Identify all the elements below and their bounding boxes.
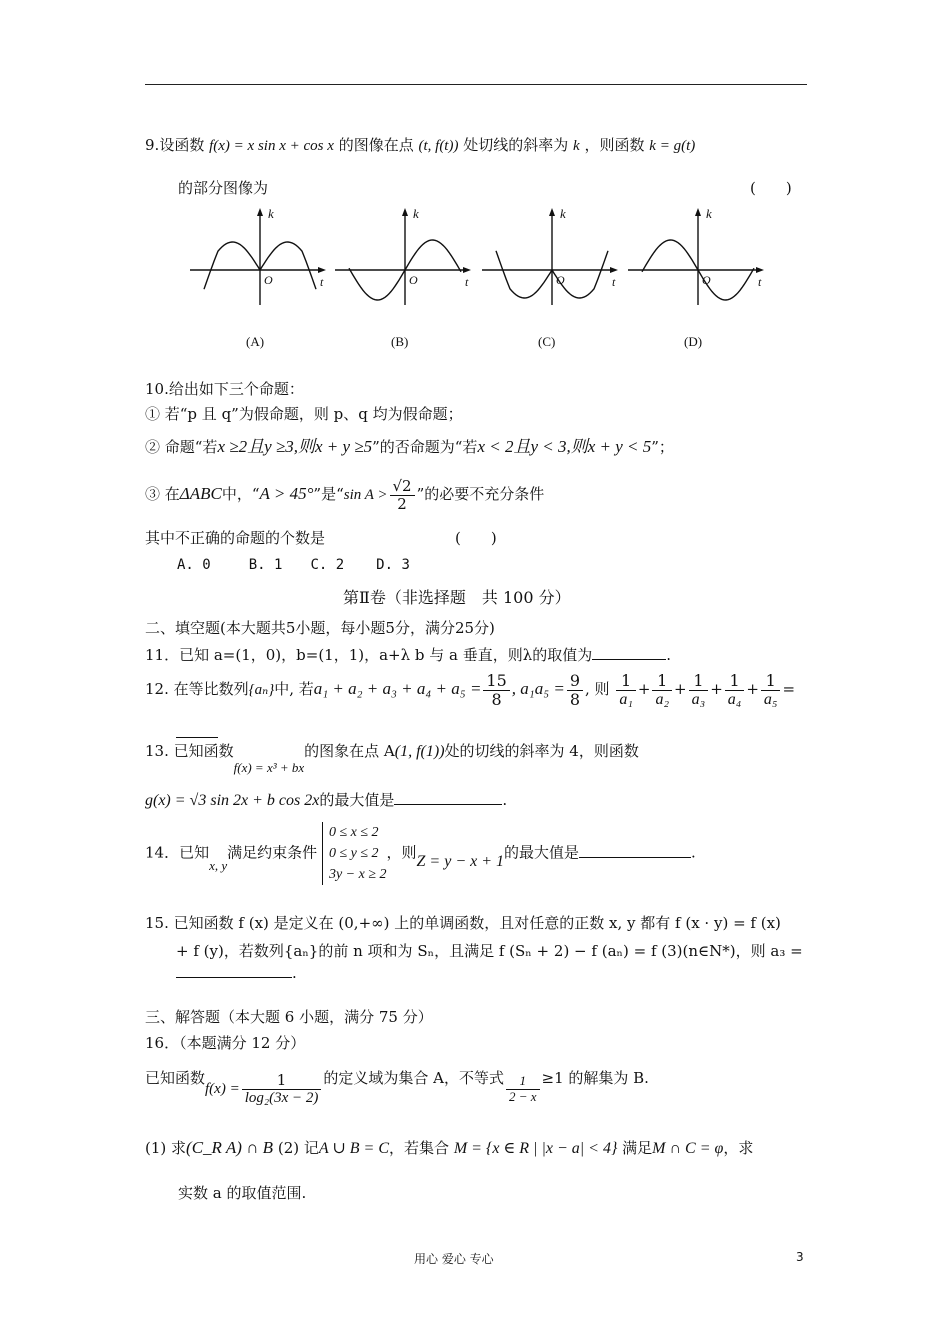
k-axis-arrow (549, 208, 555, 216)
q16-stem: 已知函数f(x) = $\frac{1}{\text{log₂(3x − 2)}}$ 的定义域为集合 A，不等式 $\frac{1}{2 - x}$ ≥1 的解集为 B. (145, 1069, 649, 1106)
q9-graphs (180, 200, 780, 360)
q9-g: k = g(t) (649, 138, 696, 154)
k-label: k (268, 206, 274, 221)
q10-prop3: ③ 在ΔABC中，“A > 45°”是“sin A > $\frac{√2}{2}$ ”的必要不充分条件 (145, 477, 545, 513)
option-b: B. 1 (248, 557, 283, 573)
q9-line2: 的部分图像为 (178, 179, 269, 197)
t-label: t (320, 275, 324, 289)
q10-options (177, 557, 410, 573)
q14: 14．已知x, y满足约束条件 0 ≤ x ≤ 2 0 ≤ y ≤ 2 3y − x ≥ 2 ，则Z = y − x + 1的最大值是 . (145, 822, 696, 885)
t-axis-arrow (756, 267, 764, 273)
q15-line1: 15. 已知函数 f (x) 是定义在 (0,+∞) 上的单调函数，且对任意的正数 x, y 都有 f (x · y) = f (x) (145, 914, 781, 932)
k-label: k (706, 206, 712, 221)
k-axis-arrow (402, 208, 408, 216)
q10-prop2: ② 命题“若x ≥2且y ≥3,则x + y ≥5”的否命题为“若x < 2且y < 3,则x + y < 5”； (145, 437, 674, 456)
q9-point: (t, f(t)) (418, 138, 459, 154)
option-c: C. 2 (310, 557, 345, 573)
q9-function: f(x) = x sin x + cos x (209, 138, 334, 154)
k-axis-arrow (257, 208, 263, 216)
header-rule (145, 84, 807, 85)
q16-head: 16．（本题满分 12 分） (145, 1034, 306, 1052)
k-axis-arrow (695, 208, 701, 216)
sqrt2-over-2: $\frac{√2}{2}$ (390, 478, 415, 512)
t-label: t (758, 275, 762, 289)
k-label: k (560, 206, 566, 221)
t-label: t (465, 275, 469, 289)
t-axis-arrow (463, 267, 471, 273)
graph-label-1: (B) (391, 334, 409, 349)
option-d: D. 3 (376, 557, 410, 573)
section3-heading: 三、解答题（本大题 6 小题，满分 75 分） (145, 1008, 433, 1026)
q9-answer-paren: ( ) (750, 179, 792, 197)
constraints: 0 ≤ x ≤ 2 0 ≤ y ≤ 2 3y − x ≥ 2 (322, 822, 387, 885)
origin-label: O (264, 273, 273, 287)
q12-answer-blank[interactable] (176, 722, 218, 738)
q13-line2: g(x) = √3 sin 2x + b cos 2x的最大值是 . (145, 791, 508, 809)
q15-line2: + f (y)，若数列{aₙ}的前 n 项和为 Sₙ，且满足 f (Sₙ + 2) − f (aₙ) = f (3)(n∈N*)，则 a₃ = (176, 942, 803, 960)
page-number: 3 (796, 1250, 804, 1264)
t-label: t (612, 275, 616, 289)
t-axis-arrow (318, 267, 326, 273)
graph-label-2: (C) (538, 334, 556, 349)
origin-label: O (702, 273, 711, 287)
q10-stem: 10.给出如下三个命题： (145, 380, 304, 398)
section2-heading: 二、填空题(本大题共5小题，每小题5分，满分25分) (145, 619, 495, 637)
q13-line1: 13. 已知函数f(x) = x³ + bx的图象在点 A(1, f(1))处的切线的斜率为 4，则函数 (145, 742, 639, 775)
k-label: k (413, 206, 419, 221)
q10-answer-paren: ( ) (455, 529, 497, 547)
origin-label: O (556, 273, 565, 287)
part2-title: 第Ⅱ卷（非选择题 共 100 分） (343, 588, 571, 607)
t-axis-arrow (610, 267, 618, 273)
q11: 11．已知 a=(1，0)，b=(1，1)，a+λ b 与 a 垂直，则λ的取值为 . (145, 646, 672, 664)
origin-label: O (409, 273, 418, 287)
q15-line3: . (176, 962, 297, 982)
footer-text: 用心 爱心 专心 (414, 1252, 494, 1266)
graph-label-0: (A) (246, 334, 265, 349)
q16-parts: (1) 求(C_R A) ∩ B (2) 记A ∪ B = C，若集合 M = {x ∈ R | |x − a| < 4} 满足M ∩ C = φ，求 (145, 1138, 754, 1157)
q16-last: 实数 a 的取值范围. (178, 1184, 307, 1202)
q12: 12. 在等比数列{aₙ}中, 若a₁ + a₂ + a₃ + a₄ + a₅ = $\frac{15}{8}$ , a₁a₅ = $\frac{9}{8}$ , 则 $\frac{1}{\text{a₁}}$ + $\frac{1}{\text{a₂}}$ + $\frac{1}{\text{a₃}}$ + $\frac{1}{\text{a₄}}$ + $\frac{1}{\text{a₅}}$ = (145, 671, 796, 709)
q9-line1: 9.设函数 f(x) = x sin x + cos x 的图像在点 (t, f(t)) 处切线的斜率为 k ，则函数 k = g(t) (145, 136, 696, 154)
q10-question: 其中不正确的命题的个数是 (145, 529, 326, 547)
graph-label-3: (D) (684, 334, 703, 349)
q10-prop1: ① 若“p 且 q”为假命题，则 p、q 均为假命题； (145, 405, 463, 423)
option-a: A. 0 (177, 557, 211, 573)
